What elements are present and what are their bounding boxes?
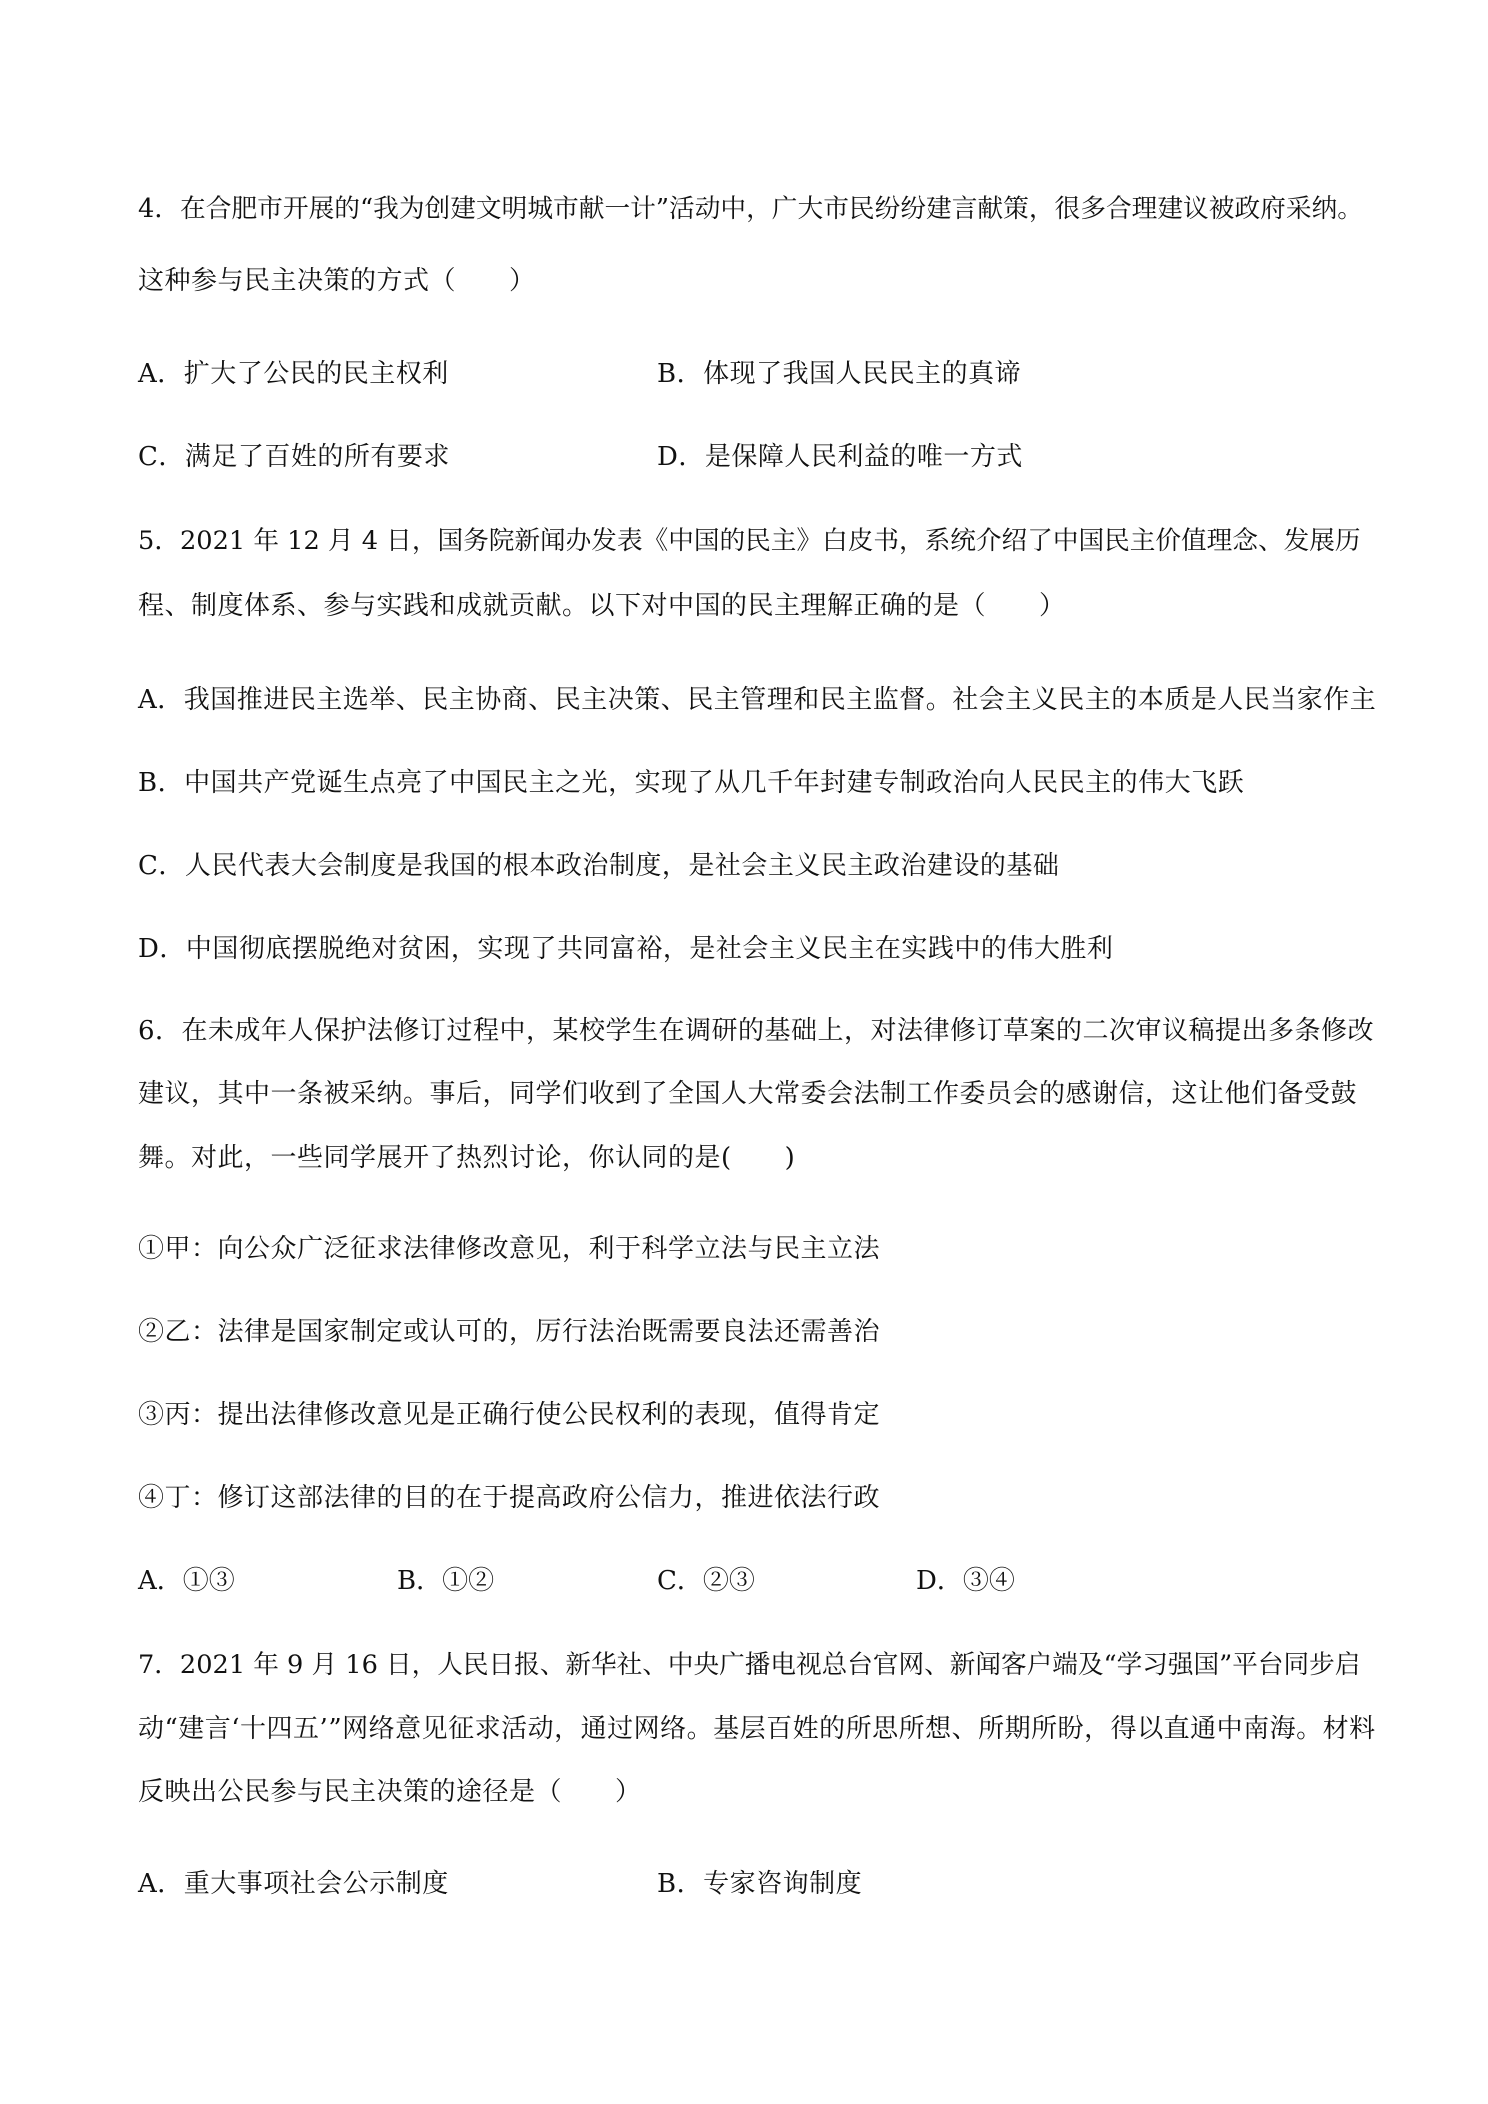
question-7-stem-line-2: 动“建言‘十四五’”网络意见征求活动，通过网络。基层百姓的所思所想、所期所盼，得以直通中南海。材料 (138, 1714, 1376, 1744)
question-4-option-c: C．满足了百姓的所有要求 (138, 442, 450, 472)
question-6-statement-3: ③丙：提出法律修改意见是正确行使公民权利的表现，值得肯定 (138, 1400, 881, 1430)
question-4-stem-line-2: 这种参与民主决策的方式（ ） (138, 266, 536, 296)
question-5-stem-line-1: 5．2021 年 12 月 4 日，国务院新闻办发表《中国的民主》白皮书，系统介绍了中国民主价值理念、发展历 (138, 526, 1361, 556)
question-5-option-b: B．中国共产党诞生点亮了中国民主之光，实现了从几千年封建专制政治向人民民主的伟大飞跃 (138, 768, 1245, 798)
question-5-stem-line-2: 程、制度体系、参与实践和成就贡献。以下对中国的民主理解正确的是（ ） (138, 591, 1066, 621)
question-6-stem-line-3: 舞。对此，一些同学展开了热烈讨论，你认同的是( ) (138, 1143, 796, 1173)
question-5-option-d: D．中国彻底摆脱绝对贫困，实现了共同富裕，是社会主义民主在实践中的伟大胜利 (138, 934, 1114, 964)
question-5-option-a: A．我国推进民主选举、民主协商、民主决策、民主管理和民主监督。社会主义民主的本质是人民当家作主 (138, 685, 1377, 715)
question-7-stem-line-1: 7．2021 年 9 月 16 日，人民日报、新华社、中央广播电视总台官网、新闻客户端及“学习强国”平台同步启 (138, 1650, 1361, 1680)
question-4-option-a: A．扩大了公民的民主权利 (138, 359, 449, 389)
question-5-option-c: C．人民代表大会制度是我国的根本政治制度，是社会主义民主政治建设的基础 (138, 851, 1060, 881)
question-6-option-c: C．②③ (657, 1566, 755, 1596)
question-6-statement-4: ④丁：修订这部法律的目的在于提高政府公信力，推进依法行政 (138, 1483, 881, 1513)
question-6-option-a: A．①③ (138, 1566, 235, 1596)
question-6-statement-2: ②乙：法律是国家制定或认可的，厉行法治既需要良法还需善治 (138, 1317, 881, 1347)
question-6-statement-1: ①甲：向公众广泛征求法律修改意见，利于科学立法与民主立法 (138, 1234, 881, 1264)
question-7-option-b: B．专家咨询制度 (657, 1869, 863, 1899)
question-6-option-d: D．③④ (916, 1566, 1015, 1596)
question-7-stem-line-3: 反映出公民参与民主决策的途径是（ ） (138, 1777, 642, 1807)
question-6-stem-line-1: 6．在未成年人保护法修订过程中，某校学生在调研的基础上，对法律修订草案的二次审议稿提出多条修改 (138, 1016, 1375, 1046)
question-4-option-b: B．体现了我国人民民主的真谛 (657, 359, 1022, 389)
question-6-option-b: B．①② (397, 1566, 495, 1596)
question-7-option-a: A．重大事项社会公示制度 (138, 1869, 449, 1899)
question-4-option-d: D．是保障人民利益的唯一方式 (657, 442, 1023, 472)
question-6-stem-line-2: 建议，其中一条被采纳。事后，同学们收到了全国人大常委会法制工作委员会的感谢信，这让他们备受鼓 (138, 1079, 1358, 1109)
question-4-stem-line-1: 4．在合肥市开展的“我为创建文明城市献一计”活动中，广大市民纷纷建言献策，很多合理建议被政府采纳。 (138, 194, 1363, 224)
